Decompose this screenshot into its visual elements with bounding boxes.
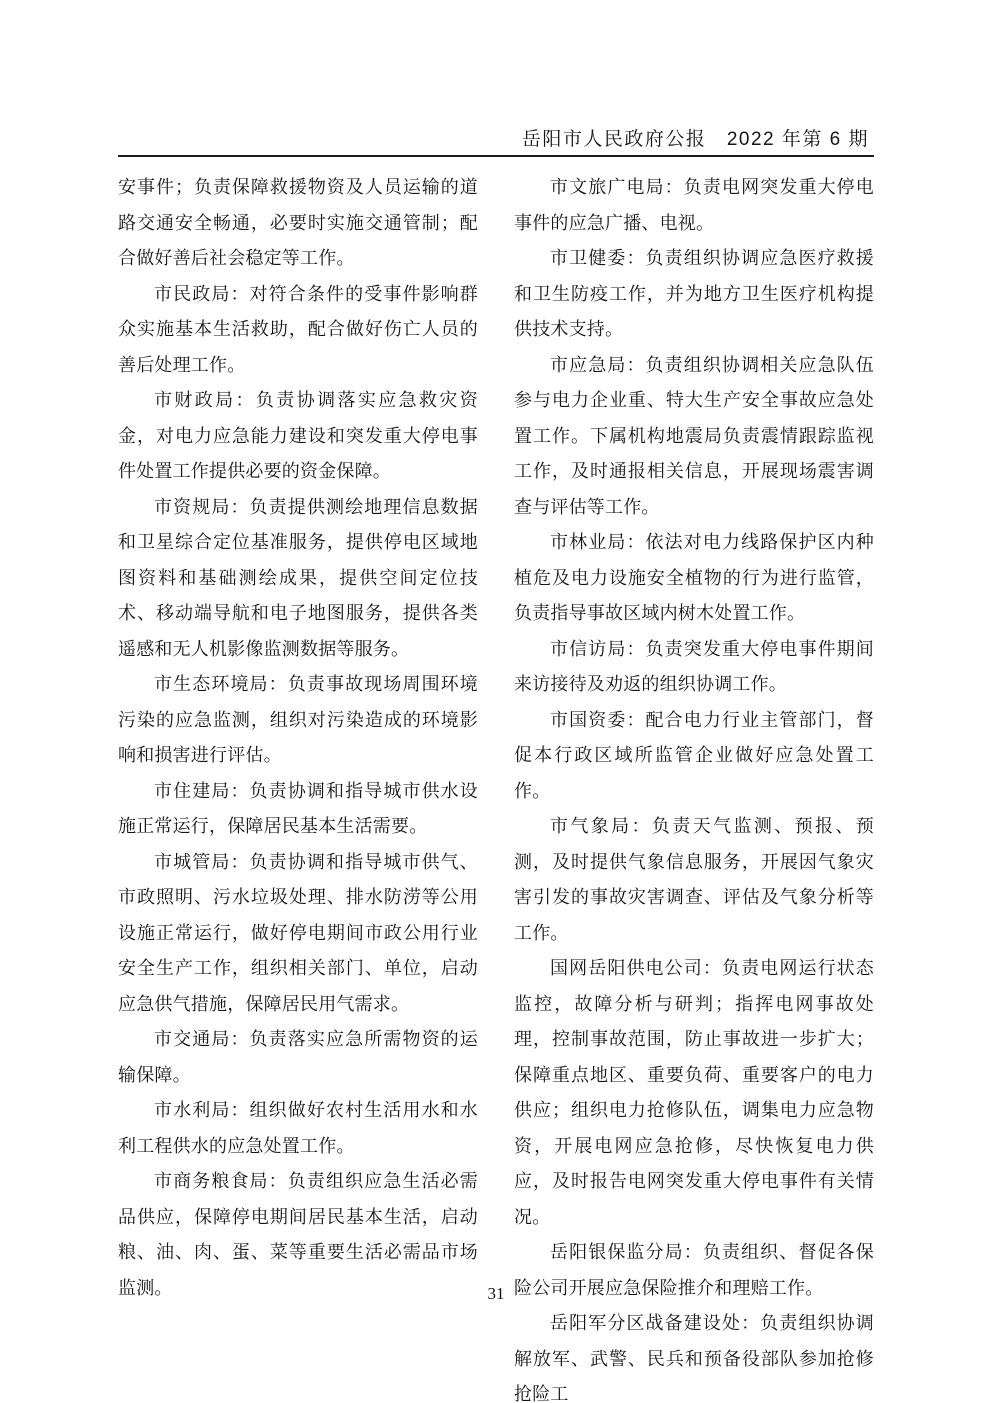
paragraph: 市林业局：依法对电力线路保护区内种植危及电力设施安全植物的行为进行监管，负责指导事故区域内树木处置工作。 xyxy=(514,532,874,623)
paragraph: 市资规局：负责提供测绘地理信息数据和卫星综合定位基准服务，提供停电区域地图资料和基础测绘成果，提供空间定位技术、移动端导航和电子地图服务，提供各类遥感和无人机影像监测数据等服务。 xyxy=(118,496,478,659)
paragraph: 市文旅广电局：负责电网突发重大停电事件的应急广播、电视。 xyxy=(514,177,874,233)
paragraph: 市生态环境局：负责事故现场周围环境污染的应急监测，组织对污染造成的环境影响和损害进行评估。 xyxy=(118,674,478,765)
page-header xyxy=(118,128,874,157)
paragraph: 市水利局：组织做好农村生活用水和水利工程供水的应急处置工作。 xyxy=(118,1100,478,1156)
paragraph: 市商务粮食局：负责组织应急生活必需品供应，保障停电期间居民基本生活，启动粮、油、肉、蛋、菜等重要生活必需品市场监测。 xyxy=(118,1171,478,1298)
paragraph: 市国资委：配合电力行业主管部门，督促本行政区域所监管企业做好应急处置工作。 xyxy=(514,709,874,801)
paragraph: 市卫健委：负责组织协调应急医疗救援和卫生防疫工作，并为地方卫生医疗机构提供技术支持。 xyxy=(514,248,874,339)
page-number: 31 xyxy=(487,1284,505,1303)
paragraph: 市财政局：负责协调落实应急救灾资金，对电力应急能力建设和突发重大停电事件处置工作提供必要的资金保障。 xyxy=(118,390,478,481)
paragraph: 安事件；负责保障救援物资及人员运输的道路交通安全畅通，必要时实施交通管制；配合做好善后社会稳定等工作。 xyxy=(118,177,478,268)
paragraph: 市城管局：负责协调和指导城市供气、市政照明、污水垃圾处理、排水防涝等公用设施正常运行，做好停电期间市政公用行业安全生产工作，组织相关部门、单位，启动应急供气措施，保障居民用气需求。 xyxy=(118,851,478,1014)
paragraph: 国网岳阳供电公司：负责电网运行状态监控，故障分析与研判；指挥电网事故处理，控制事故范围，防止事故进一步扩大；保障重点地区、重要负荷、重要客户的电力供应；组织电力抢修队伍，调集电力应急物资，开展电网应急抢修，尽快恢复电力供应，及时报告电网突发重大停电事件有关情况。 xyxy=(514,958,874,1227)
paragraph: 岳阳银保监分局：负责组织、督促各保险公司开展应急保险推介和理赔工作。 xyxy=(514,1242,874,1298)
paragraph: 市应急局：负责组织协调相关应急队伍参与电力企业重、特大生产安全事故应急处置工作。下属机构地震局负责震情跟踪监视工作，及时通报相关信息，开展现场震害调查与评估等工作。 xyxy=(514,354,874,517)
paragraph: 市住建局：负责协调和指导城市供水设施正常运行，保障居民基本生活需要。 xyxy=(118,780,478,836)
right-column xyxy=(514,170,874,1403)
paragraph: 市交通局：负责落实应急所需物资的运输保障。 xyxy=(118,1029,478,1085)
paragraph: 市民政局：对符合条件的受事件影响群众实施基本生活救助，配合做好伤亡人员的善后处理工作。 xyxy=(118,283,478,375)
paragraph: 市气象局：负责天气监测、预报、预测，及时提供气象信息服务，开展因气象灾害引发的事故灾害调查、评估及气象分析等工作。 xyxy=(514,816,874,943)
header-rule xyxy=(118,155,874,157)
paragraph: 岳阳军分区战备建设处：负责组织协调解放军、武警、民兵和预备役部队参加抢修抢险工 xyxy=(514,1313,874,1403)
two-column-body xyxy=(118,170,874,1403)
left-column xyxy=(118,170,478,1403)
paragraph: 市信访局：负责突发重大停电事件期间来访接待及劝返的组织协调工作。 xyxy=(514,638,874,694)
gazette-header-title: 岳阳市人民政府公报 2022 年第 6 期 xyxy=(521,129,869,150)
